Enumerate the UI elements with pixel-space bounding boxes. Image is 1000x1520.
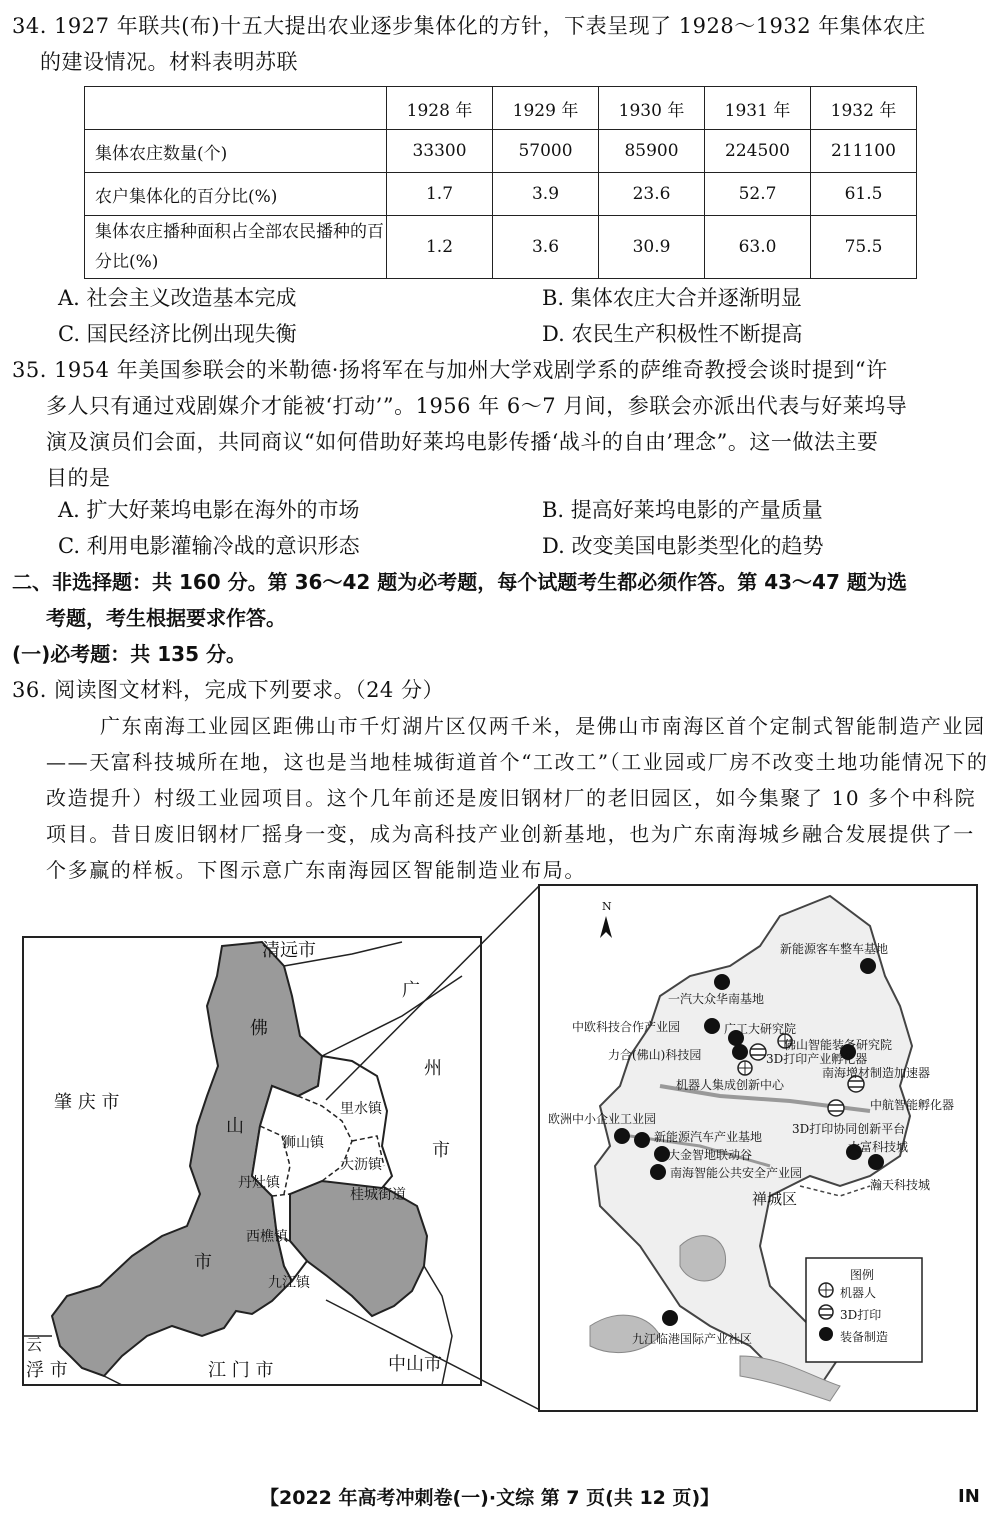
- table-cell: 23.6: [599, 173, 705, 216]
- site-label: 大富科技城: [848, 1140, 909, 1154]
- label-danzao: 丹灶镇: [238, 1175, 280, 1191]
- site-label: 瀚天科技城: [870, 1178, 931, 1192]
- label-shishan: 狮山镇: [282, 1135, 324, 1151]
- table-cell: 52.7: [705, 173, 811, 216]
- q36-stem: 36. 阅读图文材料，完成下列要求。（24 分）: [12, 678, 444, 702]
- chancheng-label: 禅城区: [752, 1190, 798, 1208]
- table-cell: 3.9: [493, 173, 599, 216]
- site-label: 新能源汽车产业基地: [654, 1130, 763, 1144]
- label-zhaoqing: 肇 庆 市: [54, 1092, 120, 1113]
- label-shi-gz: 市: [432, 1140, 450, 1161]
- table-cell: 57000: [493, 130, 599, 173]
- site-label: 新能源客车整车基地: [780, 942, 889, 956]
- site-label: 中航智能孵化器: [870, 1098, 955, 1112]
- table-cell: 85900: [599, 130, 705, 173]
- right-map: [538, 884, 978, 1412]
- table-cell: 75.5: [811, 216, 917, 279]
- legend-3d-print: 3D打印: [840, 1308, 882, 1322]
- label-yun: 云: [26, 1335, 43, 1354]
- q34-option-a[interactable]: A. 社会主义改造基本完成: [58, 286, 297, 310]
- section2-line2: 考题，考生根据要求作答。: [46, 606, 286, 630]
- row-label: 集体农庄数量(个): [85, 130, 387, 173]
- table-cell: 211100: [811, 130, 917, 173]
- table-cell: 3.6: [493, 216, 599, 279]
- q34-stem-line2: 的建设情况。材料表明苏联: [40, 50, 298, 74]
- legend-title: 图例: [850, 1268, 875, 1282]
- table-cell: 63.0: [705, 216, 811, 279]
- page-footer: 【2022 年高考冲刺卷(一)·文综 第 7 页(共 12 页)】: [260, 1487, 720, 1509]
- site-label: 力合(佛山)科技园: [608, 1048, 702, 1062]
- label-dali: 大沥镇: [340, 1157, 382, 1173]
- table-cell: 33300: [387, 130, 493, 173]
- table-year: 1928 年: [387, 87, 493, 130]
- label-lishui: 里水镇: [340, 1101, 382, 1117]
- table-cell: 30.9: [599, 216, 705, 279]
- footer-corner: IN: [958, 1486, 980, 1507]
- site-label: 一汽大众华南基地: [668, 992, 765, 1006]
- table-year: 1931 年: [705, 87, 811, 130]
- lake: [680, 1236, 726, 1281]
- q35-option-b[interactable]: B. 提高好莱坞电影的产量质量: [542, 498, 823, 522]
- section2-sub: (一)必考题：共 135 分。: [12, 642, 246, 666]
- site-label: 3D打印产业孵化器: [766, 1052, 868, 1066]
- label-qingyuan: 清远市: [262, 940, 316, 961]
- site-label: 欧洲中小企业工业园: [548, 1112, 657, 1126]
- q35-option-a[interactable]: A. 扩大好莱坞电影在海外的市场: [58, 498, 360, 522]
- q35-line1: 35. 1954 年美国参联会的米勒德·扬将军在与加州大学戏剧学系的萨维奇教授会谈时提到“许: [12, 358, 888, 382]
- label-xiqiao: 西樵镇: [246, 1229, 288, 1245]
- site-label: 中欧科技合作产业园: [572, 1020, 681, 1034]
- label-guicheng: 桂城街道: [350, 1187, 406, 1203]
- site-label: 机器人集成创新中心: [676, 1078, 785, 1092]
- site-label: 广工大研究院: [724, 1022, 797, 1036]
- site-label: 佛山智能装备研究院: [784, 1038, 893, 1052]
- label-zhou: 州: [424, 1058, 442, 1079]
- site-label: 南海增材制造加速器: [822, 1066, 931, 1080]
- section2-line1: 二、非选择题：共 160 分。第 36～42 题为必考题，每个试题考生都必须作答。第 43～47 题为选: [12, 570, 907, 594]
- label-jiangmen: 江 门 市: [208, 1360, 274, 1381]
- q34-option-d[interactable]: D. 农民生产积极性不断提高: [542, 322, 803, 346]
- table-cell: 61.5: [811, 173, 917, 216]
- table-cell: 1.7: [387, 173, 493, 216]
- label-guang: 广: [402, 980, 420, 1001]
- site-label: 3D打印协同创新平台: [792, 1122, 906, 1136]
- q34-option-c[interactable]: C. 国民经济比例出现失衡: [58, 322, 297, 346]
- q34-option-b[interactable]: B. 集体农庄大合并逐渐明显: [542, 286, 802, 310]
- table-cell: 1.2: [387, 216, 493, 279]
- q35-line2: 多人只有通过戏剧媒介才能被‘打动’”。1956 年 6～7 月间，参联会亦派出代表与好莱坞导: [46, 394, 908, 418]
- table-cell: 224500: [705, 130, 811, 173]
- q34-stem-line1: 34. 1927 年联共(布)十五大提出农业逐步集体化的方针，下表呈现了 1928～1932 年集体农庄: [12, 14, 926, 38]
- table-year: 1929 年: [493, 87, 599, 130]
- q36-passage: 广东南海工业园区距佛山市千灯湖片区仅两千米，是佛山市南海区首个定制式智能制造产业园——天富科技城所在地，这也是当地桂城街道首个“工改工”（工业园或厂房不改变土地功能情况下的改造提升）村级工业园项目。这个几年前还是废旧钢材厂的老旧园区，如今集聚了 10 多个中科院项目。昔日废旧钢材厂摇身一变，成为高科技产业创新基地，也为广东南海城乡融合发展提供了一个多赢的样板。下图示意广东南海园区智能制造业布局。: [46, 714, 989, 882]
- label-fu: 浮 市: [26, 1360, 68, 1381]
- q35-option-c[interactable]: C. 利用电影灌输冷战的意识形态: [58, 534, 360, 558]
- north-label: N: [602, 900, 612, 913]
- label-shan: 山: [226, 1116, 244, 1137]
- table-year: 1930 年: [599, 87, 705, 130]
- right-map-svg: [540, 886, 976, 1410]
- row-label: 集体农庄播种面积占全部农民播种的百分比(%): [85, 216, 387, 279]
- table-year: 1932 年: [811, 87, 917, 130]
- label-shi-fs: 市: [194, 1252, 212, 1273]
- q35-line3: 演及演员们会面，共同商议“如何借助好莱坞电影传播‘战斗的自由’理念”。这一做法主要: [46, 430, 879, 454]
- q35-option-d[interactable]: D. 改变美国电影类型化的趋势: [542, 534, 824, 558]
- label-jiujiang: 九江镇: [268, 1275, 310, 1291]
- row-label: 农户集体化的百分比(%): [85, 173, 387, 216]
- legend-robot: 机器人: [840, 1286, 877, 1300]
- site-label: 九江临港国际产业社区: [632, 1332, 753, 1346]
- label-fo: 佛: [250, 1018, 268, 1039]
- site-label: 南海智能公共安全产业园: [670, 1166, 803, 1180]
- site-label: 大金智地联动谷: [668, 1148, 753, 1162]
- label-zhongshan: 中山市: [388, 1354, 442, 1375]
- q35-line4: 目的是: [46, 466, 111, 490]
- legend-equipment: 装备制造: [840, 1330, 889, 1344]
